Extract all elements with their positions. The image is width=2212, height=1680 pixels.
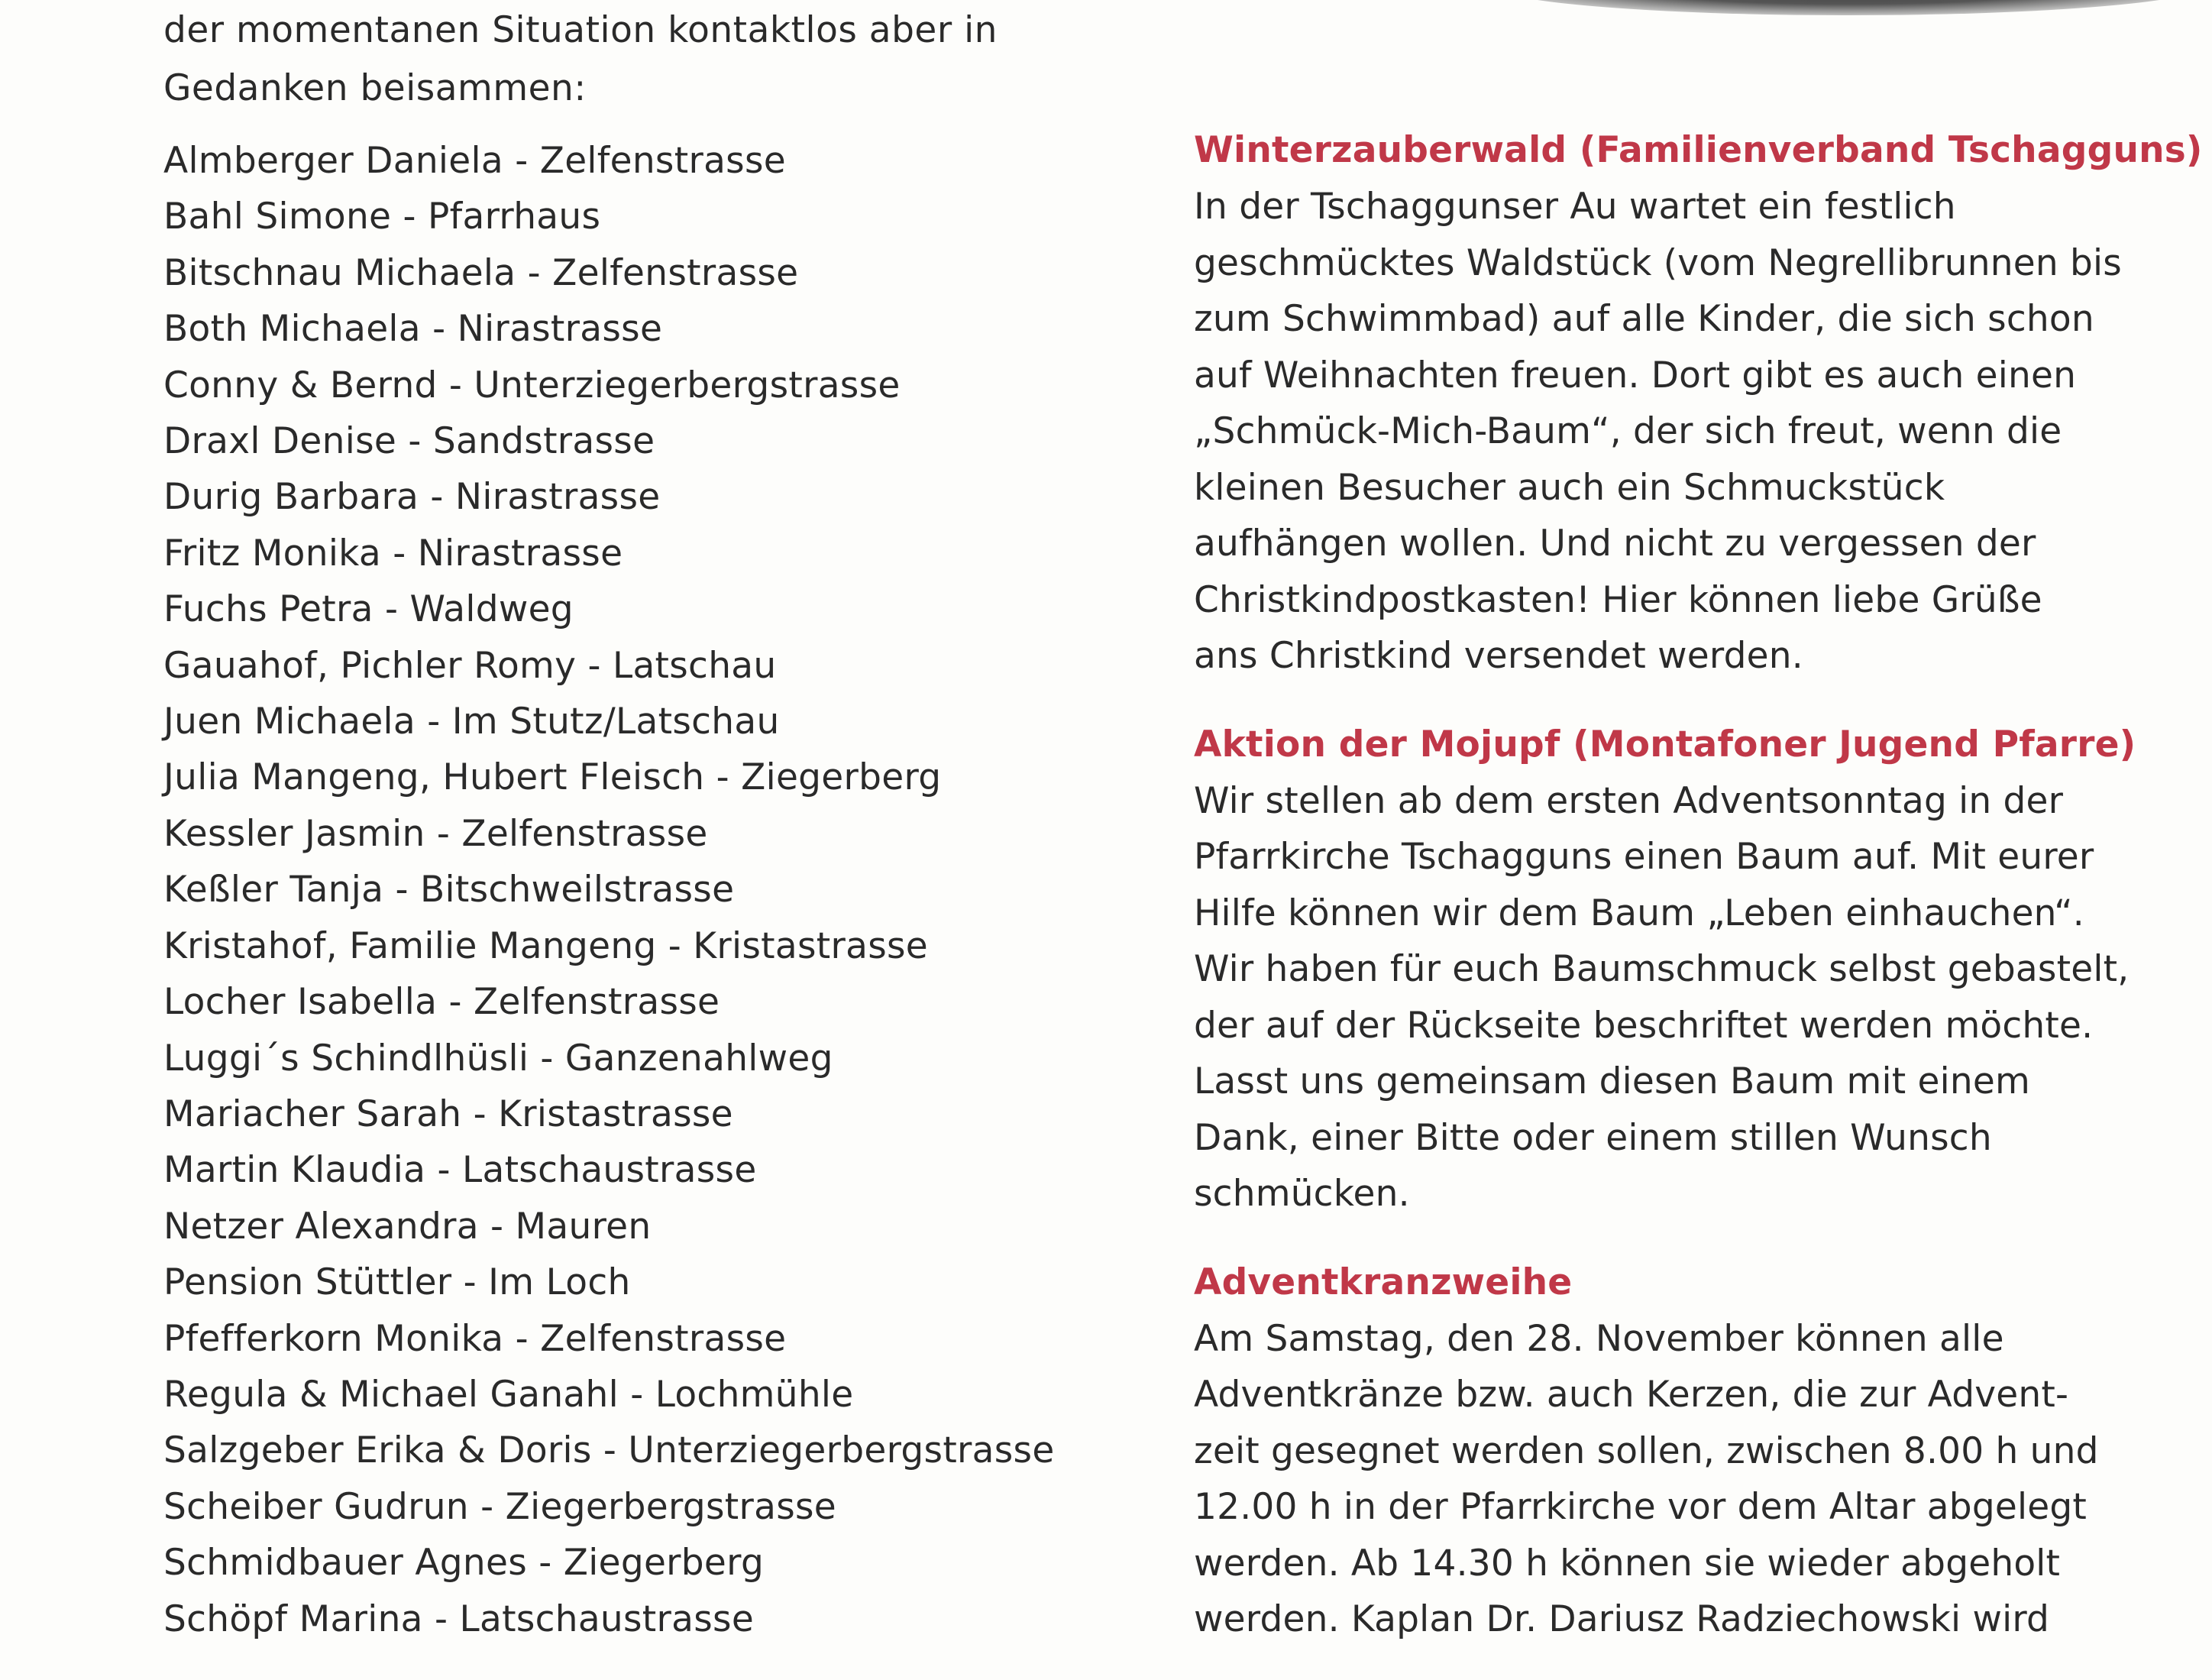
body-line: Wir stellen ab dem ersten Adventsonntag in der bbox=[1194, 779, 2064, 822]
list-item: Fuchs Petra - Waldweg bbox=[163, 588, 574, 631]
body-line: auf Weihnachten freuen. Dort gibt es auch einen bbox=[1194, 354, 2077, 397]
list-item: Fritz Monika - Nirastrasse bbox=[163, 532, 623, 575]
body-line: Pfarrkirche Tschagguns einen Baum auf. Mit eurer bbox=[1194, 836, 2094, 878]
intro-text bbox=[163, 2, 1080, 118]
section-heading: Winterzauberwald (Familienverband Tschagguns) bbox=[1194, 129, 2203, 171]
body-line: aufhängen wollen. Und nicht zu vergessen der bbox=[1194, 523, 2036, 565]
name-list bbox=[163, 133, 1080, 1647]
body-line: Hilfe können wir dem Baum „Leben einhauchen“. bbox=[1194, 892, 2084, 934]
body-line: In der Tschaggunser Au wartet ein festlich bbox=[1194, 186, 1956, 228]
section-heading: Adventkranzweihe bbox=[1194, 1261, 1573, 1303]
body-line: Wir haben für euch Baumschmuck selbst gebastelt, bbox=[1194, 948, 2130, 990]
list-item: Juen Michaela - Im Stutz/Latschau bbox=[163, 701, 780, 743]
list-item: Bahl Simone - Pfarrhaus bbox=[163, 196, 601, 238]
list-item: Schöpf Marina - Latschaustrasse bbox=[163, 1597, 755, 1640]
section-winterzauberwald bbox=[1194, 122, 2203, 685]
list-item: Pfefferkorn Monika - Zelfenstrasse bbox=[163, 1317, 787, 1360]
list-item: Gauahof, Pichler Romy - Latschau bbox=[163, 644, 777, 687]
section-adventkranzweihe bbox=[1194, 1254, 2099, 1648]
body-line: werden. Kaplan Dr. Dariusz Radziechowski wird bbox=[1194, 1598, 2050, 1640]
body-line: 12.00 h in der Pfarrkirche vor dem Altar abgelegt bbox=[1194, 1486, 2087, 1528]
list-item: Conny & Bernd - Unterziegerbergstrasse bbox=[163, 364, 901, 406]
list-item: Durig Barbara - Nirastrasse bbox=[163, 476, 661, 519]
body-line: Am Samstag, den 28. November können alle bbox=[1194, 1317, 2004, 1360]
body-line: schmücken. bbox=[1194, 1173, 1410, 1215]
section-heading: Aktion der Mojupf (Montafoner Jugend Pfarre) bbox=[1194, 723, 2136, 766]
body-line: Lasst uns gemeinsam diesen Baum mit einem bbox=[1194, 1060, 2031, 1102]
list-item: Kessler Jasmin - Zelfenstrasse bbox=[163, 812, 708, 855]
list-item: Kristahof, Familie Mangeng - Kristastrasse bbox=[163, 924, 929, 967]
intro-line: der momentanen Situation kontaktlos aber in bbox=[163, 9, 998, 51]
list-item: Keßler Tanja - Bitschweilstrasse bbox=[163, 869, 735, 911]
list-item: Martin Klaudia - Latschaustrasse bbox=[163, 1149, 757, 1192]
body-line: kleinen Besucher auch ein Schmuckstück bbox=[1194, 466, 1945, 509]
list-item: Both Michaela - Nirastrasse bbox=[163, 308, 663, 351]
body-line: ans Christkind versendet werden. bbox=[1194, 635, 1803, 677]
list-item: Julia Mangeng, Hubert Fleisch - Ziegerberg bbox=[163, 756, 942, 799]
list-item: Draxl Denise - Sandstrasse bbox=[163, 420, 655, 463]
page-edge-shadow bbox=[1489, 0, 2207, 15]
body-line: der auf der Rückseite beschriftet werden möchte. bbox=[1194, 1004, 2094, 1047]
list-item: Netzer Alexandra - Mauren bbox=[163, 1205, 652, 1248]
list-item: Almberger Daniela - Zelfenstrasse bbox=[163, 140, 786, 182]
body-line: Christkindpostkasten! Hier können liebe Grüße bbox=[1194, 578, 2042, 621]
body-line: „Schmück-Mich-Baum“, der sich freut, wenn die bbox=[1194, 410, 2062, 452]
intro-line: Gedanken beisammen: bbox=[163, 67, 587, 109]
list-item: Locher Isabella - Zelfenstrasse bbox=[163, 981, 720, 1024]
body-line: zum Schwimmbad) auf alle Kinder, die sich schon bbox=[1194, 298, 2094, 340]
list-item: Luggi´s Schindlhüsli - Ganzenahlweg bbox=[163, 1037, 833, 1080]
list-item: Pension Stüttler - Im Loch bbox=[163, 1261, 631, 1304]
list-item: Bitschnau Michaela - Zelfenstrasse bbox=[163, 251, 799, 294]
list-item: Mariacher Sarah - Kristastrasse bbox=[163, 1092, 733, 1135]
list-item: Regula & Michael Ganahl - Lochmühle bbox=[163, 1373, 854, 1416]
left-column bbox=[163, 0, 1080, 1647]
list-item: Schmidbauer Agnes - Ziegerberg bbox=[163, 1542, 765, 1585]
body-line: zeit gesegnet werden sollen, zwischen 8.00 h und bbox=[1194, 1429, 2099, 1472]
body-line: Adventkränze bzw. auch Kerzen, die zur Advent- bbox=[1194, 1374, 2069, 1416]
section-mojupf bbox=[1194, 717, 2136, 1222]
right-column bbox=[1194, 122, 2203, 1680]
body-line: werden. Ab 14.30 h können sie wieder abgeholt bbox=[1194, 1542, 2061, 1585]
body-line: Dank, einer Bitte oder einem stillen Wunsch bbox=[1194, 1116, 1992, 1159]
list-item: Scheiber Gudrun - Ziegerbergstrasse bbox=[163, 1485, 836, 1528]
body-line: geschmücktes Waldstück (vom Negrellibrunnen bis bbox=[1194, 241, 2122, 284]
list-item: Salzgeber Erika & Doris - Unterziegerbergstrasse bbox=[163, 1429, 1055, 1472]
